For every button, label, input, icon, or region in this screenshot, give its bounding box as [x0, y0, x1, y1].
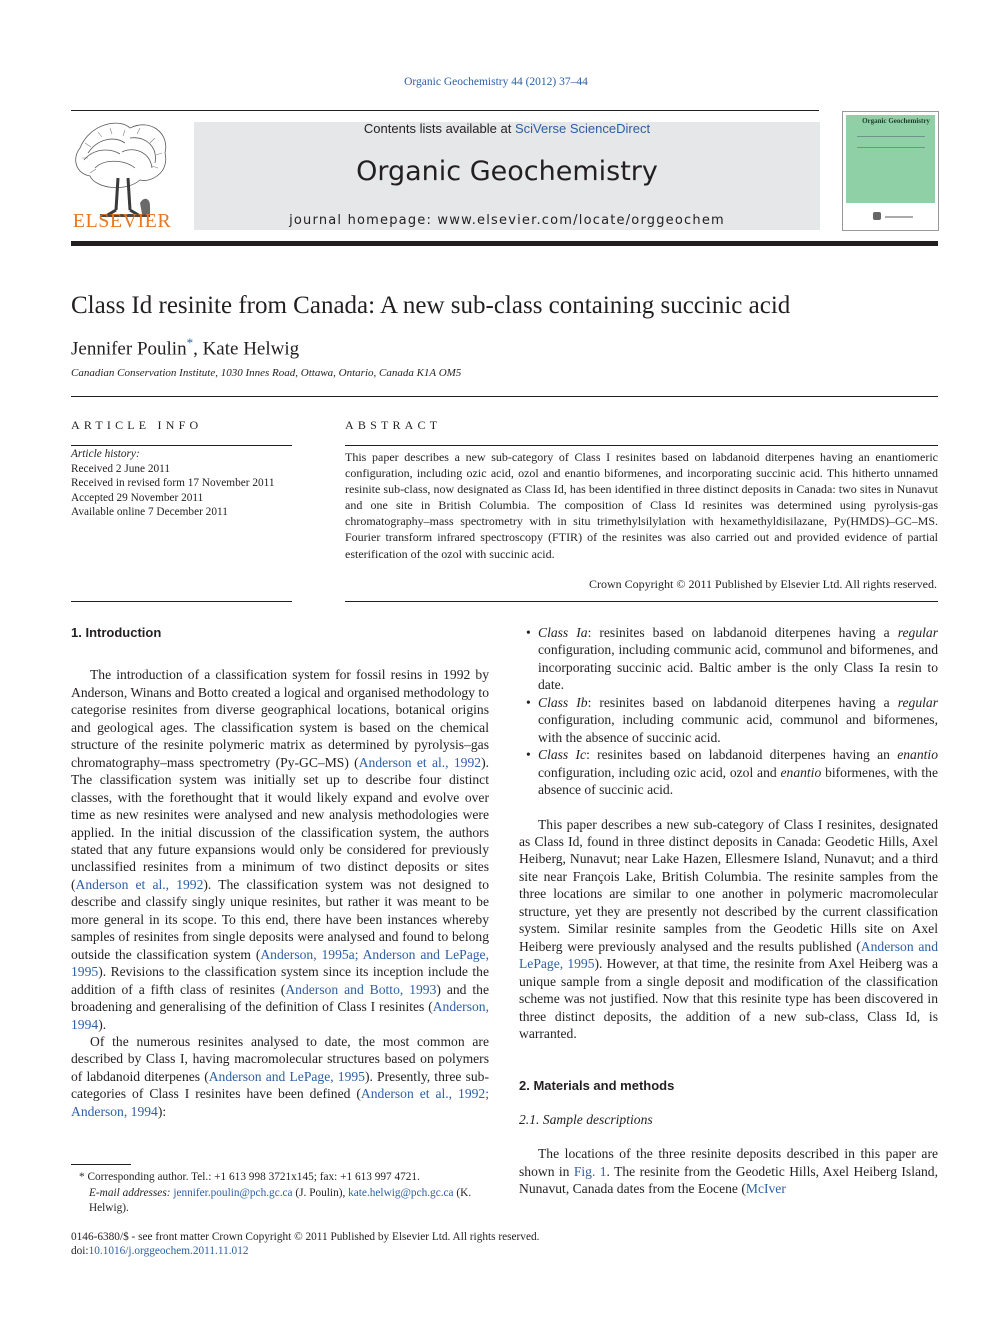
author-list [71, 335, 299, 360]
abstract-bottom-rule [345, 601, 938, 602]
class-ia-text-b: configuration, including communic acid, communol and biformenes, and incorporating succinic acid. Baltic amber is the only Class Ia resin to date. [538, 642, 938, 693]
class-i-subcategory-list [519, 624, 938, 799]
list-item [538, 746, 938, 798]
article-info-bottom-rule [71, 601, 292, 602]
doi-line [71, 1244, 539, 1258]
article-history [71, 447, 275, 520]
ref-anderson-1994[interactable]: Anderson, 1994 [71, 999, 489, 1032]
contents-prefix: Contents lists available at [363, 121, 515, 136]
article-info-heading: ARTICLE INFO [71, 418, 203, 432]
journal-name: Organic Geochemistry [356, 156, 658, 187]
class-ic-em-2: enantio [780, 764, 822, 780]
received-date: Received 2 June 2011 [71, 462, 171, 475]
abstract-text: This paper describes a new sub-category of Class I resinites based on labdanoid diterpenes having an enantiomeric configuration, including ozic acid, ozol and enantio biformenes, and incorporating succinic acid. This hitherto unnamed resinite sub-class, now designated as Class Id, has been identified in three distinct deposits in Canada: two sites in Nunavut and one site in British Columbia. The composition of Class Id resinites was determined using pyrolysis-gas chromatography–mass spectrometry with in situ trimethylsilylation with hexamethyldisilazane, Py(HMDS)–GC–MS. Fourier transform infrared spectroscopy (FTIR) of the resinites was also carried out and provided evidence of partial esterification of the ozol with succinic acid. [345, 450, 938, 561]
ref-anderson-1992-b[interactable]: Anderson et al., 1992 [75, 876, 204, 892]
author-poulin: Jennifer Poulin [71, 338, 187, 360]
author-separator: , [193, 338, 203, 360]
sciencedirect-link[interactable]: SciVerse ScienceDirect [514, 121, 651, 136]
section-methods-heading: 2. Materials and methods [519, 1078, 675, 1094]
issn-line: 0146-6380/$ - see front matter Crown Copyright © 2011 Published by Elsevier Ltd. All rights reserved. [71, 1231, 540, 1243]
class-ia-term: Class Ia [538, 625, 588, 640]
footnote-email-line [71, 1186, 489, 1217]
intro-paragraph-1 [71, 666, 489, 1033]
corresponding-author-mark[interactable]: * [186, 335, 194, 350]
ref-anderson-botto-1993[interactable]: Anderson and Botto, 1993 [285, 981, 437, 997]
contents-line [194, 121, 820, 136]
email-poulin-who: (J. Poulin), [292, 1186, 349, 1199]
homepage-link[interactable]: www.elsevier.com/locate/orggeochem [437, 213, 725, 228]
header-thick-rule [71, 241, 938, 246]
ref-anderson-1992-1994[interactable]: Anderson et al., 1992; Anderson, 1994 [71, 1086, 489, 1119]
author-helwig: Kate Helwig [202, 338, 300, 360]
list-item [538, 694, 938, 746]
right-column [519, 624, 938, 1198]
ref-mciver[interactable]: McIver [745, 1181, 786, 1197]
email-poulin-link[interactable]: jennifer.poulin@pch.gc.ca [173, 1186, 293, 1199]
class-ia-text-a: : resinites based on labdanoid diterpenes having a [587, 625, 898, 640]
methods-paragraph-1 [519, 1145, 938, 1197]
ref-anderson-lepage-1995[interactable]: Anderson and LePage, 1995 [208, 1068, 365, 1084]
history-label: Article history: [71, 448, 140, 460]
subsection-sample-heading: 2.1. Sample descriptions [519, 1111, 653, 1127]
class-ib-term: Class Ib [538, 694, 588, 710]
footnote-contact: Corresponding author. Tel.: +1 613 998 3721x145; fax: +1 613 997 4721. [84, 1171, 420, 1183]
ref-anderson-1992-a[interactable]: Anderson et al., 1992 [358, 754, 482, 770]
journal-citation[interactable]: Organic Geochemistry 44 (2012) 37–44 [404, 76, 588, 88]
publisher-name: ELSEVIER [72, 210, 172, 232]
left-column [71, 624, 489, 1120]
footnote-mark: * [79, 1171, 85, 1183]
abstract-copyright: Crown Copyright © 2011 Published by Elsevier Ltd. All rights reserved. [589, 577, 937, 591]
cover-elsevier-icon [873, 212, 881, 220]
article-info-rule [71, 445, 292, 446]
header-rule [71, 110, 819, 111]
revised-date: Received in revised form 17 November 2011 [71, 477, 275, 490]
abstract-rule [345, 445, 938, 446]
accepted-date: Accepted 29 November 2011 [71, 491, 204, 504]
methods-text-b: . The resinite from the Geodetic Hills, Axel Heiberg Island, Nunavut, Canada dates from the Eocene ( [519, 1163, 938, 1197]
journal-cover-thumbnail[interactable] [842, 111, 939, 231]
doi-link[interactable]: 10.1016/j.orggeochem.2011.11.012 [88, 1245, 249, 1258]
methods-text-a: The locations of the three resinite deposits described in this paper are shown in [519, 1146, 938, 1179]
email-helwig-who: (K. Helwig). [89, 1186, 472, 1214]
cover-title: Organic Geochemistry [862, 117, 930, 125]
section-introduction-heading: 1. Introduction [71, 625, 162, 640]
intro-p1-text-a: The introduction of a classification system for fossil resins in 1992 by Anderson, Winans and Botto created a logical and organised methodology to categorise resinites from diverse geographical locations, botanical origins and geological ages. The classification system is based on the chemical structure of the resinite polymeric matrix as determined by pyrolysis–gas chromatography–mass spectrometry (Py-GC–MS) ( [71, 667, 489, 770]
intro-p1-text-b: ). The classification system was initially set up to describe four distinct classes, with the forethought that it would likely expand and evolve over time as new resinites were analysed and new analysis methodologies were applied. In the initial discussion of the classification system, the authors stated that any future expansions would only be considered for previously unclassified resinites from a minimum of two distinct deposits or sites ( [71, 754, 489, 892]
class-ic-text-a: : resinites based on labdanoid diterpenes having an [586, 747, 898, 763]
class-ia-em: regular [897, 625, 938, 640]
class-ic-term: Class Ic [538, 747, 587, 763]
title-rule [71, 396, 938, 397]
intro-p1-text-d: ). Revisions to the classification system since its inception include the addition of a fifth class of resinites ( [71, 964, 489, 997]
affiliation: Canadian Conservation Institute, 1030 Innes Road, Ottawa, Ontario, Canada K1A OM5 [71, 367, 462, 379]
class-id-paragraph [519, 816, 938, 1043]
intro-p2-text-a: Of the numerous resinites analysed to date, the most common are described by Class I, having macromolecular structures based on polymers of labdanoid diterpenes ( [71, 1033, 489, 1084]
homepage-prefix: journal homepage: [289, 213, 438, 228]
ref-anderson-lepage-1995-b[interactable]: Anderson and LePage, 1995 [519, 938, 938, 972]
footnote-corresponding-line [71, 1170, 489, 1186]
class-id-text-b: ). However, at that time, the resinite from Axel Heiberg was a unique sample from a single deposit and modification of the classification scheme was not justified. Now that this resinite type has been discovered in three distinct deposits, the addition of a new sub-class, Class Id, is warranted. [519, 956, 939, 1041]
email-helwig-link[interactable]: kate.helwig@pch.gc.ca [348, 1186, 454, 1199]
list-item [538, 624, 938, 694]
ref-anderson-1995[interactable]: Anderson, 1995a; Anderson and LePage, 1995 [71, 946, 489, 980]
figure-1-link[interactable]: Fig. 1 [573, 1163, 607, 1179]
class-ib-text-a: : resinites based on labdanoid diterpenes having a [587, 694, 898, 710]
footnote-rule [71, 1164, 131, 1165]
intro-p2-text-b: ). Presently, three sub-categories of Class I resinites have been defined ( [71, 1068, 490, 1102]
intro-p1-text-e: ) and the broadening and generalising of the definition of Class I resinites ( [71, 981, 489, 1015]
bottom-publication-info [71, 1230, 539, 1259]
class-ic-text-b: configuration, including ozic acid, ozol and [538, 764, 781, 780]
class-ic-em-1: enantio [897, 747, 938, 763]
class-ib-text-b: configuration, including communic acid, communol and biformenes, with the absence of succinic acid. [538, 712, 938, 745]
intro-paragraph-2 [71, 1033, 489, 1120]
cover-lines [857, 136, 925, 148]
cover-background [846, 115, 935, 203]
abstract-heading: ABSTRACT [345, 418, 442, 432]
email-label: E-mail addresses: [89, 1186, 171, 1199]
online-date: Available online 7 December 2011 [71, 506, 228, 519]
class-ic-text-c: biformenes, with the absence of succinic acid. [538, 764, 938, 798]
intro-p2-text-c: ): [157, 1103, 167, 1119]
journal-homepage [194, 213, 820, 228]
cover-footer-line [885, 216, 913, 218]
elsevier-logo[interactable] [70, 118, 174, 230]
intro-p1-text-f: ). [98, 1016, 107, 1032]
class-id-text-a: This paper describes a new sub-category of Class I resinites, designated as Class Id, found in three distinct deposits in Canada: Geodetic Hills, Axel Heiberg, Nunavut; near Lake Hazen, Ellesmere Island, Nunavut; and a third site near François Lake, British Columbia. The resinite samples from the three locations are similar to one another in polymeric macromolecular structure, yet they are presently not described by the current classification system. Similar resinite samples from the Geodetic Hills site on Axel Heiberg were previously analysed and the results published ( [519, 816, 938, 954]
article-title: Class Id resinite from Canada: A new sub-class containing succinic acid [71, 292, 791, 319]
class-ib-em: regular [897, 694, 938, 710]
corresponding-footnote [71, 1170, 489, 1217]
doi-label: doi: [71, 1245, 89, 1258]
intro-p1-text-c: ). The classification system was not designed to describe and classify singly unique resinites, but rather it was meant to be more general in its scope. To this end, there have been instances whereby samples of resinites from single deposits were analysed and found to belong outside the classification system ( [71, 876, 489, 962]
